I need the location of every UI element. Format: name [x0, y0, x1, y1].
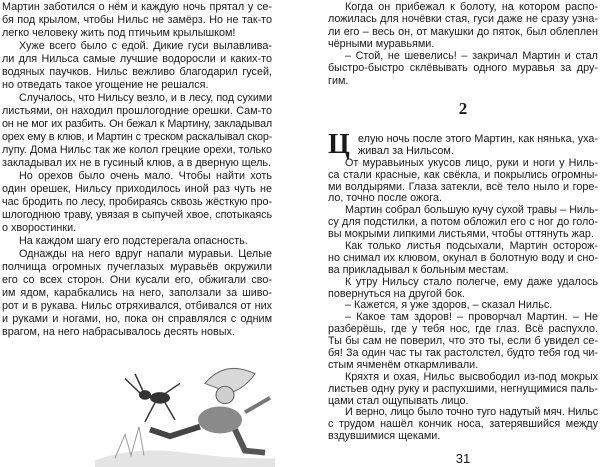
text-line: И верно, лицо было точно туго надутый мяч. Нильс	[345, 406, 598, 419]
text-line: рот и в рукава. Нильс отряхивался, отбивался от них	[2, 300, 272, 312]
text-line: елую ночь после этого Мартин, как нянька, уха-	[358, 133, 598, 145]
text-line: От муравьиных укусов лицо, руки и ноги у Ниль-	[345, 156, 598, 169]
text-line: вы мокрыми липкими листьями, чтобы оттянуть жар.	[328, 228, 594, 241]
text-line: чёрными муравьями.	[328, 37, 435, 50]
text-line: живал за Нильсом.	[358, 144, 454, 157]
text-line: быстро-быстро склёвывать одного муравья за дру-	[328, 62, 598, 75]
text-line: с трудом нашёл кончик носа, затерявшийся между	[328, 418, 598, 431]
chapter-number: 2	[458, 99, 468, 118]
text-line: бя под крылом, чтобы Нильс не замёрз. Но не так-то	[2, 14, 272, 26]
text-line: цами стал ощупывать лицо.	[328, 394, 469, 407]
text-line: им ядом, карабкались на него, заползали за шиво-	[2, 287, 272, 299]
text-line: Хуже всего было с едой. Дикие гуси вылавлива-	[19, 40, 272, 52]
drop-cap: Ц	[328, 129, 350, 160]
text-line: са стали красные, как свёкла, и покрылись огромны-	[328, 168, 598, 181]
text-line: вздувшимися щеками.	[328, 430, 441, 443]
left-page-text	[2, 1, 272, 339]
text-line: легко человеку жить под птичьим крылышком!	[2, 27, 236, 39]
text-line: разберёшь, где у тебя нос, где глаз. Всё распухло.	[328, 323, 598, 336]
text-line: К утру Нильсу стало полегче, ему даже удалось	[345, 275, 598, 288]
text-line: – Какое там здоров! – проворчал Мартин. – Не	[345, 311, 598, 324]
text-line: На каждом шагу его подстерегала опасность.	[19, 235, 248, 247]
text-line: су для подстилки, а потом обложил его с ног до голо-	[328, 216, 598, 229]
text-line: Когда он прибежал к болоту, на котором распо-	[345, 1, 598, 13]
text-line: Как только листья подсыхали, Мартин осторож-	[345, 240, 598, 253]
text-line: – Кажется, я уже здоров, – сказал Нильс.	[345, 299, 553, 312]
text-line: Случалось, что Нильсу везло, и в лесу, под сухими	[19, 92, 272, 104]
text-line: врагом, на него набрасывалось десять новых.	[2, 326, 235, 338]
text-line: ва прикладывал к больным местам.	[328, 263, 509, 276]
text-line: Мартин заботился о нём и каждую ночь прятал у се-	[2, 1, 272, 13]
text-line: он не мог их разбить. Он бежал к Мартину, закладывал	[2, 118, 272, 130]
text-line: закладывал их не в гусиный клюв, а в дверную щель.	[2, 157, 272, 169]
right-page-top-text	[328, 1, 598, 87]
illustration-nils-fighting-ant	[95, 345, 275, 467]
page-number: 31	[455, 451, 471, 466]
text-line: – Стой, не шевелись! – закричал Мартин и стал	[345, 50, 598, 63]
text-line: лупу. Дома Нильс так же колол грецкие орехи, только	[2, 144, 272, 156]
text-line: Кряхтя и охая, Нильс высвободил из-под мокрых	[345, 370, 598, 383]
text-line: листьев одну руку и распухшими, негнущимися паль-	[328, 382, 598, 395]
text-line: ложилась для ночёвки стая, гуси даже не сразу узна-	[328, 13, 598, 26]
text-line: и руками и ногами, но, пока он справлялся с одним	[2, 313, 272, 325]
text-line: листьями, он находил прошлогодние орешки. Сам-то	[2, 105, 272, 117]
text-line: но снимал их клювом, окунал в болотную воду и сно-	[328, 251, 598, 264]
text-line: ли для Нильса самые лучшие водоросли и каких-то	[2, 53, 272, 65]
text-line: полчища огромных пучеглазых муравьёв окружили	[2, 261, 272, 273]
text-line: о хворостинки.	[2, 222, 77, 234]
text-line: водяных паучков. Нильс вежливо благодарил гусей,	[2, 66, 272, 78]
text-line: шлогоднюю траву, увязая в сыпучей хвое, спотыкаясь	[2, 209, 272, 221]
text-line: стым ячменём откармливали.	[328, 358, 479, 371]
text-line: но отведать такое угощение не решался.	[2, 79, 209, 91]
text-line: его со всех сторон. Они кусали его, обжигали сво-	[2, 274, 272, 286]
text-line: ми волдырями. Глаза затекли, всё тело ныло и горе-	[328, 180, 598, 193]
text-line: Ты бы сам не поверил, что это ты, если б увидел се-	[328, 335, 598, 348]
text-line: ли его – весь он, от макушки до пяток, был облеплен	[328, 25, 598, 38]
text-line: ло, точно после ожога.	[328, 192, 442, 205]
text-line: орех ему в клюв, и Мартин с треском раскалывал скор-	[2, 131, 272, 143]
text-line: Мартин собрал большую кучу сухой травы – Ниль-	[345, 204, 598, 217]
text-line: один орешек, Нильсу приходилось иной раз чуть не	[2, 183, 272, 195]
text-line: Но орехов было очень мало. Чтобы найти хоть	[19, 170, 272, 182]
text-line: повернуться на другой бок.	[328, 287, 465, 300]
right-page-chapter-text	[328, 129, 598, 443]
text-line: час бродить по лесу, пробираясь сквозь жёсткую про-	[2, 196, 272, 208]
text-line: гим.	[328, 74, 349, 87]
text-line: бя! За один час ты так растолстел, будто тебя год чи-	[328, 347, 598, 360]
text-line: Однажды на него вдруг напали муравьи. Целые	[19, 248, 272, 260]
